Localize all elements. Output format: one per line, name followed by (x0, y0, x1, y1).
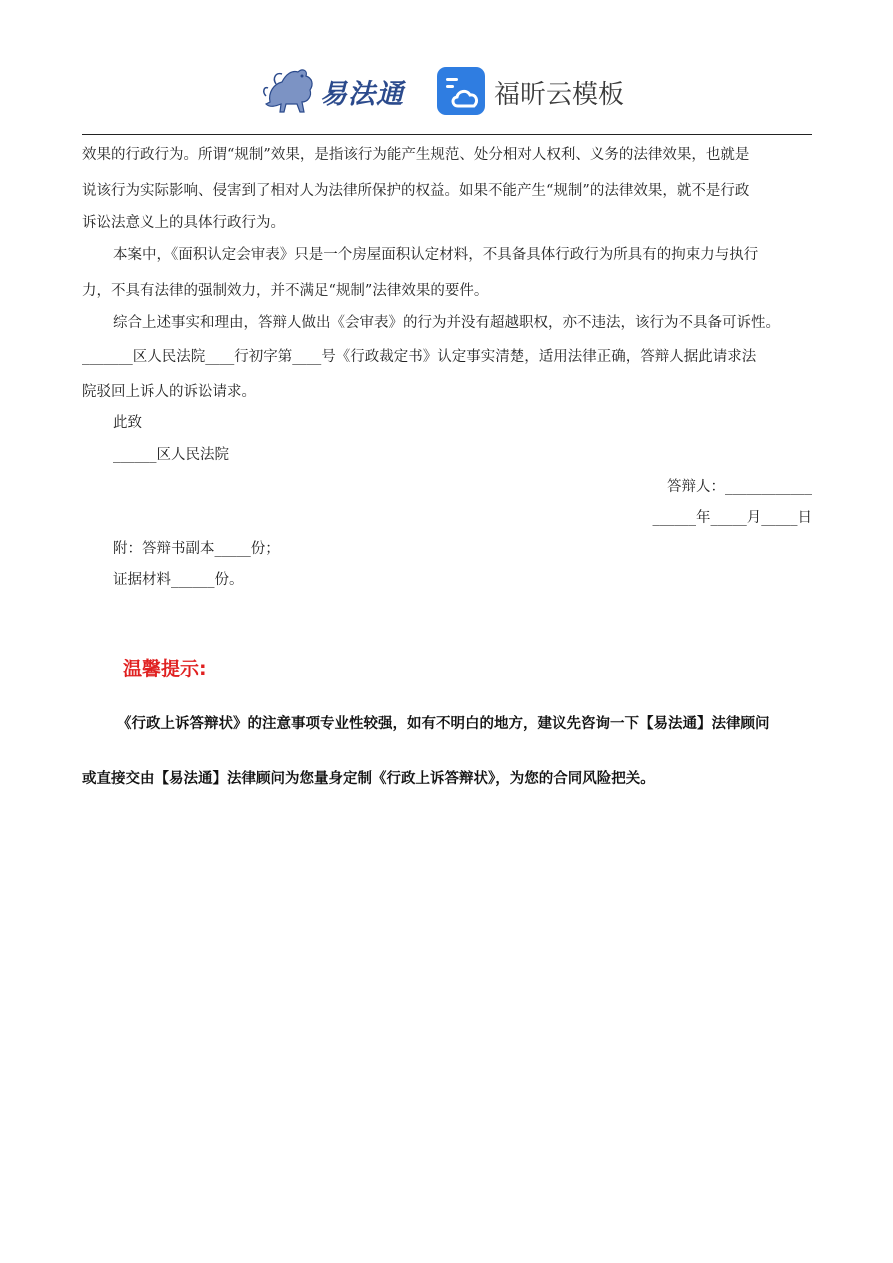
tip-text: 《行政上诉答辩状》的注意事项专业性较强，如有不明白的地方，建议先咨询一下【易法通】法律顾问 (117, 715, 770, 732)
body-line: 效果的行政行为。所谓“规制”效果，是指该行为能产生规范、处分相对人权利、义务的法律效果，也就是 (82, 147, 750, 163)
body-line: _______区人民法院____行初字第____号《行政裁定书》认定事实清楚，适用法律正确，答辩人据此请求法 (82, 349, 757, 365)
logo1-text: 易法通 (320, 79, 404, 110)
tip-title: 温馨提示: (123, 658, 207, 680)
tip-text: 或直接交由【易法通】法律顾问为您量身定制《行政上诉答辩状》，为您的合同风险把关。 (82, 770, 655, 787)
body-line: 力，不具有法律的强制效力，并不满足“规制”法律效果的要件。 (82, 283, 489, 299)
yifatong-logo (262, 62, 412, 118)
body-line: 诉讼法意义上的具体行政行为。 (82, 215, 285, 231)
attachment-line: 附：答辩书副本_____份； (113, 541, 280, 557)
cloud-doc-icon (436, 66, 486, 116)
page-header (0, 58, 893, 124)
qilin-icon (262, 62, 322, 118)
salutation: 此致 (113, 415, 142, 431)
body-line: 综合上述事实和理由，答辩人做出《会审表》的行为并没有超越职权，亦不违法，该行为不具备可诉性。 (113, 315, 780, 331)
respondent-signature: 答辩人：____________ (667, 479, 812, 495)
body-line: 院驳回上诉人的诉讼请求。 (82, 384, 256, 400)
date-line: ______年_____月_____日 (652, 510, 812, 526)
header-divider (82, 134, 812, 135)
body-line: 说该行为实际影响、侵害到了相对人为法律所保护的权益。如果不能产生“规制”的法律效果，就不是行政 (82, 183, 750, 199)
body-line: 本案中，《面积认定会审表》只是一个房屋面积认定材料，不具备具体行政行为所具有的拘束力与执行 (113, 247, 759, 263)
court-name: ______区人民法院 (113, 447, 229, 463)
logo2-text: 福昕云模板 (494, 80, 625, 110)
fuxin-logo (436, 66, 636, 118)
evidence-line: 证据材料______份。 (113, 572, 244, 588)
